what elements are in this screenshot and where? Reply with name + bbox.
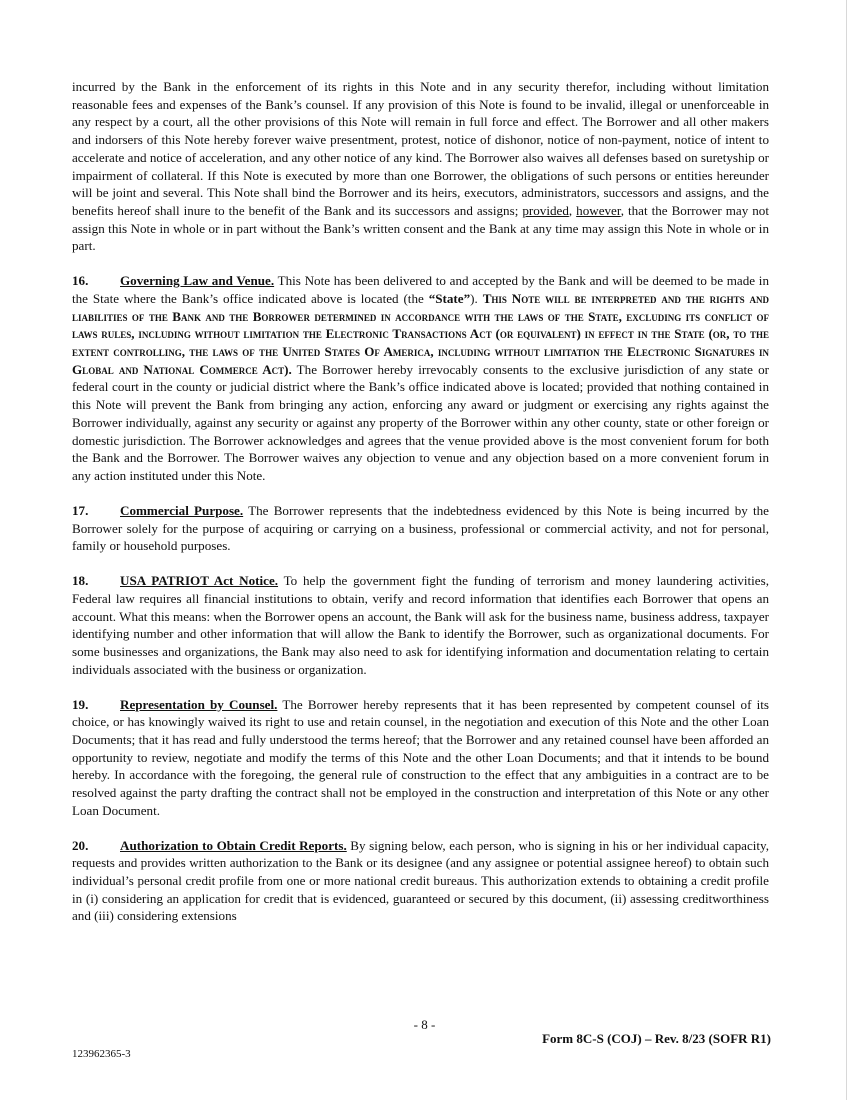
section-20-heading: Authorization to Obtain Credit Reports. bbox=[120, 837, 347, 853]
section-16-number: 16. bbox=[72, 273, 89, 289]
intro-comma: , bbox=[568, 202, 577, 218]
section-17-number: 17. bbox=[72, 502, 89, 518]
section-20-text: By signing below, each person, who is signing in his or her individual capacity, requests and provides written authorization to the Bank or its designee (and any assignee or potential assignee hereof) to obtain such individual’s personal credit profile from one or more national credit bureaus. This authorization extends to obtaining a credit profile in (i) considering an application for credit that is evidenced, guaranteed or secured by this document, (ii) assessing creditworthiness and (iii) considering extensions bbox=[72, 837, 769, 924]
section-16-text-b: ). bbox=[470, 290, 483, 306]
section-16-text-a: This Note has been delivered to and accepted by the Bank and will be deemed to be made in the State where the Bank’s office indicated above is located (the bbox=[72, 273, 769, 306]
section-19-text: The Borrower hereby represents that it has been represented by competent counsel of its choice, or has knowingly waived its right to use and retain counsel, in the negotiation and execution of this Note and the other Loan Documents; that it has read and fully understood the terms hereof; that the Borrower and any retained counsel have been afforded an opportunity to review, negotiate and modify the terms of this Note and the other Loan Documents; and that it intends to be bound hereby. In accordance with the foregoing, the general rule of construction to the effect that any ambiguities in a contract are to be resolved against the party drafting the contract shall not be employed in the construction and interpretation of this Note or any other Loan Document. bbox=[72, 696, 770, 818]
section-18-text: To help the government fight the funding of terrorism and money laundering activities, Federal law requires all financial institutions to obtain, verify and record information that identifies each Borrower that opens an account. What this means: when the Borrower opens an account, the Bank will ask for the business name, business address, taxpayer identifying number and other information that will allow the Bank to identify the Borrower, such as organizational documents. For some businesses and organizations, the Bank may also need to ask for identifying information and documentation relating to certain individuals associated with the business or organization. bbox=[72, 573, 769, 677]
section-19-heading: Representation by Counsel. bbox=[120, 696, 278, 712]
section-16-caps-text: This Note will be interpreted and the rights and liabilities of the Bank and the Borrower determined in accordance with the laws of the State, excluding its conflict of laws rules, including without limitation the Electronic Transactions Act (or equivalent) in effect in the State (or, to the extent controlling, the laws of the United States Of America, including without limitation the Electronic Signatures in Global and National Commerce Act). bbox=[72, 290, 769, 377]
intro-paragraph bbox=[72, 78, 769, 255]
page-edge-line bbox=[846, 0, 847, 1100]
section-17 bbox=[72, 502, 769, 555]
form-identifier: Form 8C-S (COJ) – Rev. 8/23 (SOFR R1) bbox=[542, 1031, 771, 1046]
document-id: 123962365-3 bbox=[72, 1048, 131, 1060]
intro-however-term: however bbox=[576, 202, 621, 218]
section-17-text: The Borrower represents that the indebtedness evidenced by this Note is being incurred by the Borrower solely for the purpose of acquiring or carrying on a business, professional or commercial activity, and not for personal, family or household purposes. bbox=[72, 502, 769, 554]
section-19 bbox=[72, 696, 769, 820]
section-17-heading: Commercial Purpose. bbox=[120, 502, 244, 518]
section-20-number: 20. bbox=[72, 837, 89, 853]
section-16-state-term: “State” bbox=[428, 290, 471, 306]
intro-tail-text: , that the Borrower may not assign this Note in whole or in part without the Bank’s written consent and the Bank at any time may assign this Note in whole or in part. bbox=[72, 202, 769, 254]
page-number: - 8 - bbox=[413, 1017, 436, 1032]
section-19-number: 19. bbox=[72, 696, 89, 712]
section-16-heading: Governing Law and Venue. bbox=[120, 273, 275, 289]
section-20 bbox=[72, 837, 769, 926]
section-18-number: 18. bbox=[72, 573, 89, 589]
document-body bbox=[72, 78, 769, 942]
intro-provided-term: provided bbox=[522, 202, 569, 218]
intro-text: incurred by the Bank in the enforcement of its rights in this Note and in any security therefor, including without limitation reasonable fees and expenses of the Bank’s counsel. If any provision of this Note is found to be invalid, illegal or unenforceable in any respect by a court, all the other provisions of this Note will remain in full force and effect. The Borrower and all other makers and indorsers of this Note hereby forever waive presentment, protest, notice of dishonor, notice of non-payment, notice of intent to accelerate and notice of acceleration, and any other notice of any kind. The Borrower also waives all defenses based on suretyship or impairment of collateral. If this Note is executed by more than one Borrower, the obligations of such persons or entities hereunder will be joint and several. This Note shall bind the Borrower and its heirs, executors, administrators, successors and assigns, and the benefits hereof shall inure to the benefit of the Bank and its successors and assigns; bbox=[72, 79, 769, 218]
section-18 bbox=[72, 572, 769, 678]
section-16 bbox=[72, 272, 769, 484]
section-16-text-c: The Borrower hereby irrevocably consents to the exclusive jurisdiction of any state or federal court in the county or judicial district where the Bank’s office indicated above is located; provided that nothing contained in this Note will prevent the Bank from bringing any action, enforcing any award or judgment or exercising any rights against the Borrower individually, against any security or against any property of the Borrower within any other county, state or other foreign or domestic jurisdiction. The Borrower acknowledges and agrees that the venue provided above is the most convenient forum for both the Bank and the Borrower. The Borrower waives any objection to venue and any objection based on a more convenient forum in any action instituted under this Note. bbox=[72, 361, 769, 483]
section-18-heading: USA PATRIOT Act Notice. bbox=[120, 573, 279, 589]
